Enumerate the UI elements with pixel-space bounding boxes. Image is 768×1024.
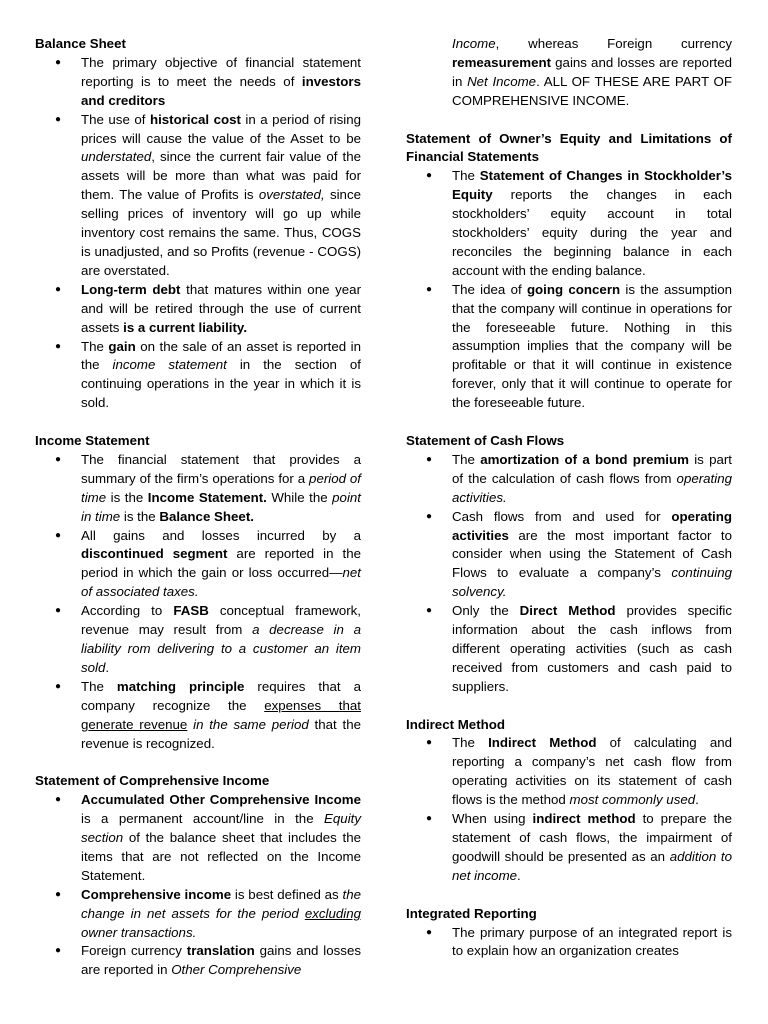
text-underline: expenses that generate revenue xyxy=(81,697,361,732)
section-integrated-reporting xyxy=(406,905,732,962)
text: According to xyxy=(81,603,174,619)
text-bold: investors and creditors xyxy=(81,73,361,108)
bullet-item xyxy=(35,338,361,414)
bullet-item xyxy=(35,942,361,980)
text-bold: discontinued segment xyxy=(81,546,228,562)
section-indirect-method xyxy=(406,716,732,886)
text: is the xyxy=(106,489,148,505)
text: are reported in the period in which the gain or loss occurred— xyxy=(81,546,361,581)
text: gains and losses are reported in xyxy=(81,943,361,978)
section-heading: Indirect Method xyxy=(406,716,505,732)
bullet-item xyxy=(35,281,361,338)
text: , since the current fair value of the assets will be more than what was paid for them. The value of Profits is xyxy=(81,149,361,203)
text: that matures within one year and will be retired through the use of current assets xyxy=(81,281,362,335)
text-italic-underline: excluding xyxy=(304,905,361,921)
text: . ALL OF THESE ARE PART OF COMPREHENSIVE INCOME. xyxy=(452,73,733,108)
section-owners-equity xyxy=(406,130,732,414)
text-italic: understated xyxy=(81,149,152,165)
bullet-item xyxy=(406,508,732,603)
text: The xyxy=(81,338,109,354)
text: While the xyxy=(266,489,333,505)
text: . xyxy=(695,792,699,808)
text-bold: Direct Method xyxy=(519,603,616,619)
text: reports the changes in each stockholders’ equity account in total stockholders’ equity during the year and reconciles the beginning balance in each account with the ending balance. xyxy=(452,187,732,278)
bullet-item xyxy=(35,111,361,281)
text-bold: Statement of Changes in Stockholder’s Equity xyxy=(452,168,733,203)
text: is the xyxy=(120,508,160,524)
text-italic: a decrease in a liability rom delivering to a customer an item sold xyxy=(81,622,361,675)
right-column xyxy=(406,35,732,980)
text: since selling prices of inventory will go up while inventory cost remains the same. Thus, COGS is unadjusted, and so Profits (revenue - COGS) are overstated. xyxy=(81,187,361,278)
text-bold: going concern xyxy=(526,281,621,297)
bullet-item xyxy=(406,451,732,508)
bullet-item xyxy=(35,527,361,603)
text: The primary objective of financial statement reporting is to meet the needs of xyxy=(81,54,361,89)
text: Only the xyxy=(452,603,520,619)
bullet-item xyxy=(35,791,361,886)
text: The idea of xyxy=(452,281,527,297)
text-bold: matching principle xyxy=(116,678,245,694)
text: provides specific information about the cash inflows from different operating activities (such as cash received from customers and cash paid to suppliers. xyxy=(452,603,732,694)
bullet-item xyxy=(406,167,732,280)
text: that the revenue is recognized. xyxy=(81,716,361,751)
bullet-item xyxy=(35,602,361,678)
section-heading: Statement of Comprehensive Income xyxy=(35,773,270,789)
text: in the section of continuing operations in the year in which it is sold. xyxy=(81,357,361,411)
text-bold: indirect method xyxy=(532,811,636,827)
text: . xyxy=(105,659,110,675)
text: gains and losses are reported in xyxy=(452,54,732,89)
text: The xyxy=(452,735,489,751)
text: requires that a company recognize the xyxy=(81,678,361,713)
text: of the balance sheet that includes the items that are not reflected on the Income Statement. xyxy=(81,830,361,883)
text: . xyxy=(517,867,521,883)
text-italic: period of time xyxy=(81,470,361,505)
text-bold: Income Statement. xyxy=(147,489,267,505)
text: The xyxy=(452,168,480,184)
text-italic: Other Comprehensive xyxy=(171,962,302,978)
text: in a period of rising prices will cause the value of the Asset to be xyxy=(81,111,362,146)
text-italic: Equity section xyxy=(81,811,361,846)
section-heading: Income Statement xyxy=(35,433,150,449)
text-italic: Income xyxy=(452,36,496,51)
bullet-item xyxy=(406,281,732,413)
text-bold: Long-term debt xyxy=(81,281,181,297)
text-italic: continuing solvency. xyxy=(452,565,732,600)
text: conceptual framework, revenue may result from xyxy=(81,603,362,638)
bullet-item xyxy=(35,886,361,943)
text: The xyxy=(452,451,481,467)
text: Foreign currency xyxy=(81,943,187,959)
text-italic: most commonly used xyxy=(569,792,696,808)
bullet-item xyxy=(406,924,732,962)
text-bold: Balance Sheet. xyxy=(159,508,254,524)
section-cash-flows xyxy=(406,432,732,697)
section-heading: Balance Sheet xyxy=(35,36,126,51)
bullet-item xyxy=(406,810,732,886)
text: is best defined as xyxy=(231,886,343,902)
text-italic: operating activities. xyxy=(452,470,732,505)
text: The use of xyxy=(81,111,150,127)
bullet-item xyxy=(35,54,361,111)
text-bold: remeasurement xyxy=(452,54,552,70)
text: All gains and losses incurred by a xyxy=(81,527,361,543)
text-italic: net of associated taxes. xyxy=(81,565,361,600)
text: The xyxy=(81,678,117,694)
bullet-list xyxy=(35,791,361,980)
text-bold: amortization of a bond premium xyxy=(480,451,689,467)
bullet-list xyxy=(406,167,732,413)
text-italic: overstated, xyxy=(258,187,325,203)
bullet-list xyxy=(406,734,732,885)
bullet-item xyxy=(35,451,361,527)
text-bold: operating activities xyxy=(452,508,732,543)
bullet-list xyxy=(406,35,732,111)
text: The financial statement that provides a summary of the firm’s operations for a xyxy=(81,451,361,486)
text-italic: owner transactions. xyxy=(81,924,197,940)
section-income-statement xyxy=(35,432,361,753)
text: Cash flows from and used for xyxy=(452,508,672,524)
text: , whereas Foreign currency xyxy=(495,36,732,51)
section-comprehensive-income xyxy=(35,772,361,980)
text-italic: income statement xyxy=(112,357,227,373)
bullet-list xyxy=(406,451,732,697)
text-italic: point in time xyxy=(81,489,361,524)
text-bold: Indirect Method xyxy=(488,735,597,751)
section-heading: Statement of Owner’s Equity and Limitations of Financial Statements xyxy=(406,130,732,165)
section-comprehensive-income-continued xyxy=(406,35,732,111)
section-balance-sheet xyxy=(35,35,361,413)
text: The primary purpose of an integrated report is to explain how an organization creates xyxy=(452,924,732,959)
left-column xyxy=(35,35,361,999)
section-heading: Integrated Reporting xyxy=(406,905,537,921)
text-bold: historical cost xyxy=(149,111,241,127)
bullet-item xyxy=(35,678,361,754)
text: to prepare the statement of cash flows, the impairment of goodwill should be presented as an xyxy=(452,811,732,864)
section-heading: Statement of Cash Flows xyxy=(406,433,565,448)
text: on the sale of an asset is reported in the xyxy=(81,338,361,373)
bullet-list xyxy=(35,54,361,413)
bullet-list xyxy=(406,924,732,962)
bullet-item xyxy=(406,602,732,697)
text: is the assumption that the company will continue in operations for the foreseeable future. Nothing in this assumption implies that the company will be profitable or that it will continue in existence forever, only that it will continue to operate for the foreseeable future. xyxy=(452,281,732,411)
bullet-item xyxy=(406,734,732,810)
text: of calculating and reporting a company’s net cash flow from operating activities on its statement of cash flows is the method xyxy=(452,735,733,808)
text-italic: Net Income xyxy=(467,73,537,89)
text-bold: is a current liability. xyxy=(123,319,248,335)
text-bold: Accumulated Other Comprehensive Income xyxy=(81,792,361,808)
text: When using xyxy=(452,811,533,827)
text: is part of the calculation of cash flows from xyxy=(452,451,733,486)
text-bold: Comprehensive income xyxy=(81,886,232,902)
text-bold: translation xyxy=(186,943,255,959)
text: is a permanent account/line in the xyxy=(81,811,325,827)
text-bold: FASB xyxy=(173,603,209,619)
bullet-list xyxy=(35,451,361,754)
text-bold: gain xyxy=(108,338,136,354)
text-italic: in the same period xyxy=(193,716,309,732)
text-italic: addition to net income xyxy=(452,848,732,883)
text: are the most important factor to consider when using the Statement of Cash Flows to evaluate a company’s xyxy=(452,527,732,581)
text-italic: the change in net assets for the period xyxy=(81,886,361,921)
bullet-item-continued xyxy=(406,35,732,111)
